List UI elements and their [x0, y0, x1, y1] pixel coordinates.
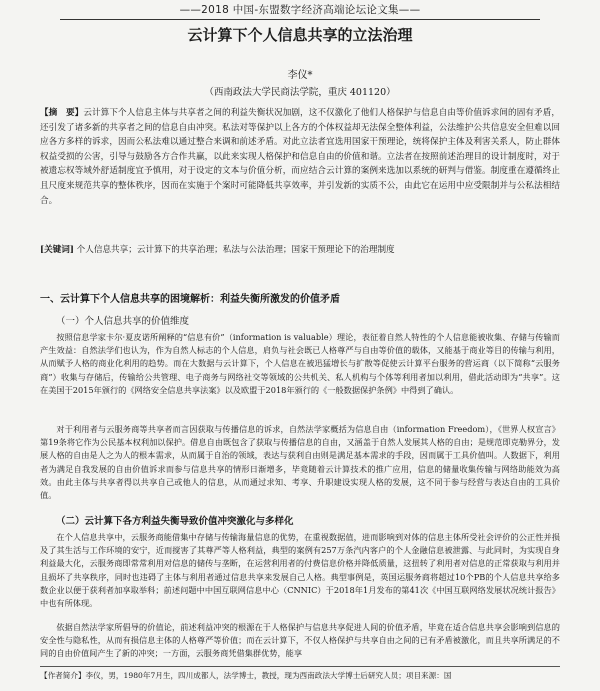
- body-paragraph-2: 对于利用者与云服务商等共享者而言因获取与传播信息的诉求，自然法学家概括为信息自由（information Freedom），《世界人权宣言》第19条将它作为公民基本权利加以保护。借息自由既包含了获取与传播信息的自由，又涵盖于自然人发展其人格的自由；是规范即克勒界分，发展人格的自由是人之为人的根本需求，从而属于自治的领域，表达与获利自由则是满足基本需求的手段，因而属于工具价值叫。人数据下，利用者为满足自我发展的自由价值诉求而参与信息共享的情形日渐增多，毕竟随着云计算技术的推广应用，信息的储量收集传输与网络助能效为高效。由此主体与共享者得以共享自己或他人的信息，从而通过求知、考享、升职建设实现人格的发展，这不同于参与经营与表达自由的工具价值。: [40, 424, 560, 501]
- author: 李仪*: [287, 70, 313, 81]
- abstract-text: 云计算下个人信息主体与共享者之间的利益失衡状况加剧，这不仅激化了他们人格保护与信息自由等价值诉求间的固有矛盾，还引发了诸多新的共享者之间的信息自由冲突。私法对等保护以上各方的个体权益却无法保全整体利益，公法维护公共信息安全但难以回应各方多样的诉求，因而公私法难以通过整合来调和前述矛盾。对此立法者宜选用国家干预理论，统将保护主体及利害关系人，防止群体权益受损的公害，引导与鼓励各方合作共赢，以此来实现人格保护和信息自由的价值和谐。立法者在按照前述治理目的设计制度时，对于被遗忘权等域外舒适制度宜予慎用，对于设定的文本与价值分析，而应结合云计算的案例来选加以系统的研判与借鉴。制度重在遵循终止且尺度来规范共享的整体秩序，因而在实施于个案时可能降低共享效率，并引发新的实质不公，由此它在运用中应受限制并与公私法相结合。: [40, 108, 560, 206]
- keywords-text: 个人信息共享；云计算下的共享治理；私法与公法治理；国家干预理论下的治理制度: [76, 245, 395, 255]
- body-paragraph-4: 依据自然法学家所倡导的价值论，前述利益冲突的根源在于人格保护与信息共享促进人间的价值矛盾，毕竟在适合信息共享会影响到信息的安全性与隐私性，从而有损信息主体的人格尊严等价值；而在云计算下，不仅人格保护与共享自由之间的已有矛盾被激化，而且共享所满足的不同的自由价值间产生了新的冲突；一方面，云服务商凭借集群优势，能享: [40, 622, 560, 659]
- abstract-label: 【摘 要】: [40, 108, 84, 118]
- author-footnote: 【作者简介】李仪，男，1980年7月生，四川成都人，法学博士，教授，现为西南政法大学博士后研究人员；项目来源：国: [40, 666, 560, 681]
- abstract: [40, 106, 560, 208]
- running-head: ——2018 中国-东盟数字经济高端论坛论文集——: [60, 2, 540, 20]
- section-heading-1: 一、云计算下个人信息共享的困境解析：利益失衡所激发的价值矛盾: [40, 294, 340, 305]
- paper-title: 云计算下个人信息共享的立法治理: [187, 26, 413, 44]
- affiliation: （西南政法大学民商法学院，重庆 401120）: [204, 87, 396, 98]
- body-paragraph-3: 在个人信息共享中，云服务商能借集中存储与传输海量信息的优势，在重视数据值，进而影响到对体的信息主体所受社会评价的公正性并损及了其生活与工作环境的安宁，近而搅害了其尊严等人格利益，典型的案例有257万条汽内客户的个人金融信息被泄露、与此同时，为实现自身利益最大化，云服务商即常常利用对信息的储传与垄断，在运营利用者的付费信息价格并降低质量，这扭转了利用者对信息的正常获取与利用并且损坏了共享秩序，同时也违碍了主体与利用者通过信息共享来发展自己人格。典型事例是，英国运服务商将超过10个PB的个人信息共享给多数企业以便于获利者加享取举科；前述问题中中国互联网信息中心（CNNIC）于2018年1月发布的第41次《中国互联网络发展状况统计报告》中也有所体现。: [40, 532, 560, 609]
- subsection-heading-2: （二）云计算下各方利益失衡导致价值冲突激化与多样化: [56, 516, 294, 527]
- keywords: [40, 243, 560, 257]
- keywords-label: [关键词]: [40, 245, 74, 255]
- body-paragraph-1: 按照信息学家卡尔·夏皮诺所阐释的“信息有价”（information is valuable）理论，表征着自然人特性的个人信息能被收集、存储与传输而产生效益：自然法学们也认为，作为自然人标志的个人信息，肩负与社会既已人格尊严与自由等价值的载体，又能基于商业等目的传输与利用，从而赋予人格的商业化利用的趋势。而在大数据与云计算下，个人信息在被迅猛增长与扩散等促使云计算平台服务的营运商（以下简称“云服务商”）收集与存储后，传输给公共管理、电子商务与网络社交等领域的公共机关、私人机构与个体等利用者加以利用，借此活动即为“共享”。这在美国于2015年颁行的《网络安全信息共享法案》以及欧盟于2018年颁行的《一般数据保护条例》中得到了确认。: [40, 332, 560, 395]
- subsection-heading-1: （一）个人信息共享的价值维度: [56, 316, 190, 327]
